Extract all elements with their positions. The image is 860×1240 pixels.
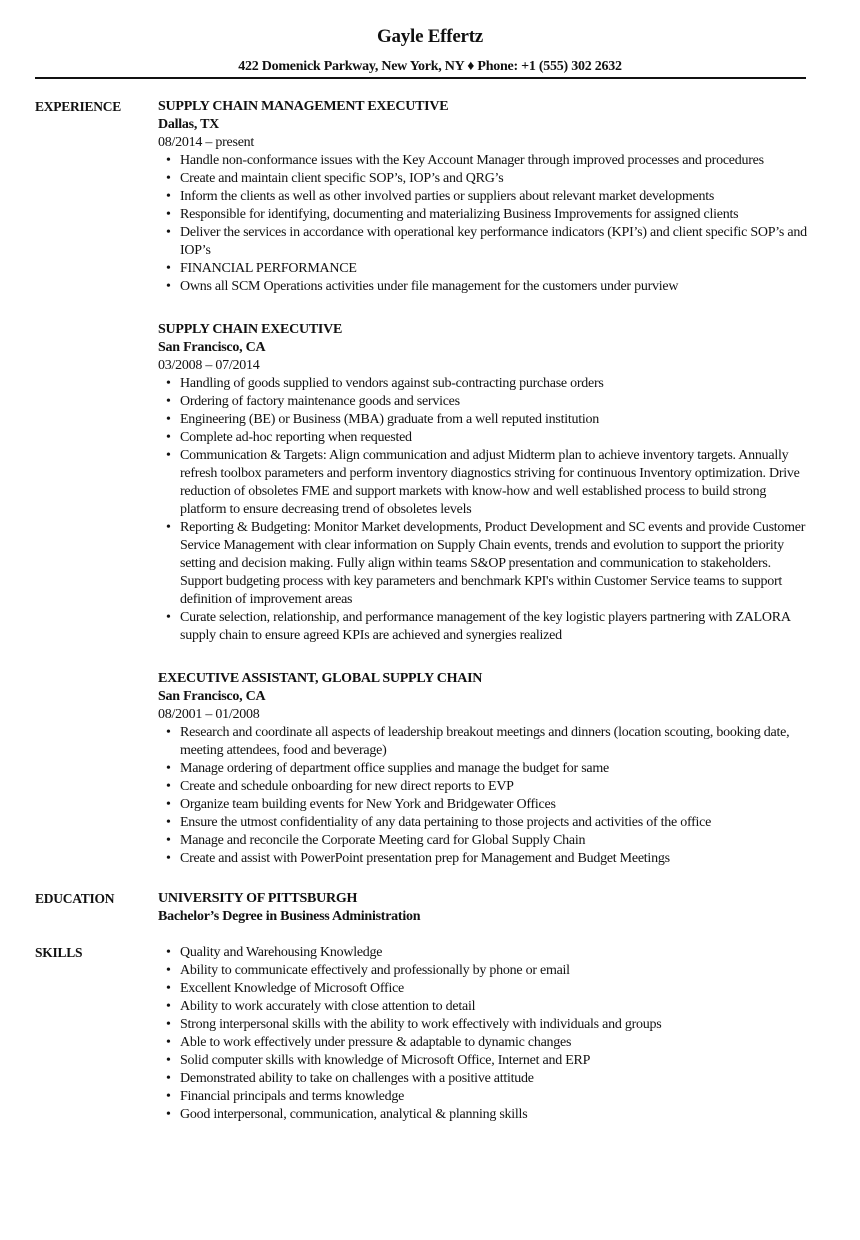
bullet-item: • Ensure the utmost confidentiality of any data pertaining to those projects and activities of the office xyxy=(180,814,815,832)
bullet-item: • Research and coordinate all aspects of leadership breakout meetings and dinners (location scouting, booking date, meeting attendees, food and beverage) xyxy=(180,724,815,760)
skill-item: • Financial principals and terms knowledge xyxy=(180,1088,815,1106)
education-section xyxy=(35,890,815,926)
section-label: EXPERIENCE xyxy=(35,99,122,114)
skill-item: • Solid computer skills with knowledge of Microsoft Office, Internet and ERP xyxy=(180,1052,815,1070)
resume-body xyxy=(35,98,815,1124)
bullet-item: • Manage and reconcile the Corporate Meeting card for Global Supply Chain xyxy=(180,832,815,850)
skill-item: • Quality and Warehousing Knowledge xyxy=(180,944,815,962)
bullet-item: • Handling of goods supplied to vendors against sub-contracting purchase orders xyxy=(180,375,815,393)
skill-item: • Good interpersonal, communication, analytical & planning skills xyxy=(180,1106,815,1124)
bullet-item: • Ordering of factory maintenance goods and services xyxy=(180,393,815,411)
bullet-item: • Manage ordering of department office supplies and manage the budget for same xyxy=(180,760,815,778)
school-name: UNIVERSITY OF PITTSBURGH xyxy=(158,891,358,906)
job-bullets xyxy=(158,375,815,645)
header-divider xyxy=(35,77,806,79)
experience-section xyxy=(35,98,815,893)
bullet-item: • Organize team building events for New York and Bridgewater Offices xyxy=(180,796,815,814)
job-location: Dallas, TX xyxy=(158,117,220,132)
bullet-item: • Create and maintain client specific SOP’s, IOP’s and QRG’s xyxy=(180,170,815,188)
section-label: SKILLS xyxy=(35,945,83,960)
skills-list xyxy=(158,944,815,1124)
bullet-item: • Create and assist with PowerPoint presentation prep for Management and Budget Meetings xyxy=(180,850,815,868)
contact-line: 422 Domenick Parkway, New York, NY ♦ Phone: +1 (555) 302 2632 xyxy=(238,59,622,74)
bullet-item: • Create and schedule onboarding for new direct reports to EVP xyxy=(180,778,815,796)
job-dates: 03/2008 – 07/2014 xyxy=(158,358,260,373)
degree: Bachelor’s Degree in Business Administration xyxy=(158,909,421,924)
job-title: SUPPLY CHAIN EXECUTIVE xyxy=(158,322,343,337)
job-entry xyxy=(158,321,815,645)
skill-item: • Excellent Knowledge of Microsoft Office xyxy=(180,980,815,998)
skill-item: • Strong interpersonal skills with the ability to work effectively with individuals and groups xyxy=(180,1016,815,1034)
job-dates: 08/2001 – 01/2008 xyxy=(158,707,260,722)
bullet-item: • FINANCIAL PERFORMANCE xyxy=(180,260,815,278)
candidate-name: Gayle Effertz xyxy=(377,26,483,47)
bullet-item: • Handle non-conformance issues with the Key Account Manager through improved processes and procedures xyxy=(180,152,815,170)
bullet-item: • Deliver the services in accordance with operational key performance indicators (KPI’s) and client specific SOP’s and IOP’s xyxy=(180,224,815,260)
bullet-item: • Responsible for identifying, documenting and materializing Business Improvements for assigned clients xyxy=(180,206,815,224)
job-title: EXECUTIVE ASSISTANT, GLOBAL SUPPLY CHAIN xyxy=(158,671,483,686)
skill-item: • Demonstrated ability to take on challenges with a positive attitude xyxy=(180,1070,815,1088)
job-entry xyxy=(158,670,815,868)
bullet-item: • Curate selection, relationship, and performance management of the key logistic players partnering with ZALORA supply chain to ensure agreed KPIs are achieved and synergies realized xyxy=(180,609,815,645)
job-bullets xyxy=(158,152,815,296)
experience-list xyxy=(158,98,815,893)
bullet-item: • Inform the clients as well as other involved parties or suppliers about relevant market developments xyxy=(180,188,815,206)
bullet-item: • Owns all SCM Operations activities under file management for the customers under purview xyxy=(180,278,815,296)
job-entry xyxy=(158,98,815,296)
bullet-item: • Reporting & Budgeting: Monitor Market developments, Product Development and SC events and provide Customer Service Management with clear information on Supply Chain events, trends and evolution to support the priority setting and decision making. Fully align within teams S&OP presentation and communication to stakeholders. Support budgeting process with key parameters and benchmark KPI's within Customer Service teams to support definition of improvement areas xyxy=(180,519,815,609)
job-title: SUPPLY CHAIN MANAGEMENT EXECUTIVE xyxy=(158,99,449,114)
skill-item: • Able to work effectively under pressure & adaptable to dynamic changes xyxy=(180,1034,815,1052)
skill-item: • Ability to communicate effectively and professionally by phone or email xyxy=(180,962,815,980)
job-location: San Francisco, CA xyxy=(158,689,266,704)
job-dates: 08/2014 – present xyxy=(158,135,255,150)
bullet-item: • Engineering (BE) or Business (MBA) graduate from a well reputed institution xyxy=(180,411,815,429)
bullet-item: • Complete ad-hoc reporting when requested xyxy=(180,429,815,447)
job-bullets xyxy=(158,724,815,868)
bullet-item: • Communication & Targets: Align communication and adjust Midterm plan to achieve inventory targets. Annually refresh toolbox parameters and perform inventory diagnostics striving for continuous Inventory optimization. Drive reduction of obsoletes FME and support markets with know-how and well established process to build strong platform to ensure decreasing trend of obsoletes levels xyxy=(180,447,815,519)
skills-section xyxy=(35,944,815,1124)
section-label: EDUCATION xyxy=(35,891,115,906)
skill-item: • Ability to work accurately with close attention to detail xyxy=(180,998,815,1016)
job-location: San Francisco, CA xyxy=(158,340,266,355)
